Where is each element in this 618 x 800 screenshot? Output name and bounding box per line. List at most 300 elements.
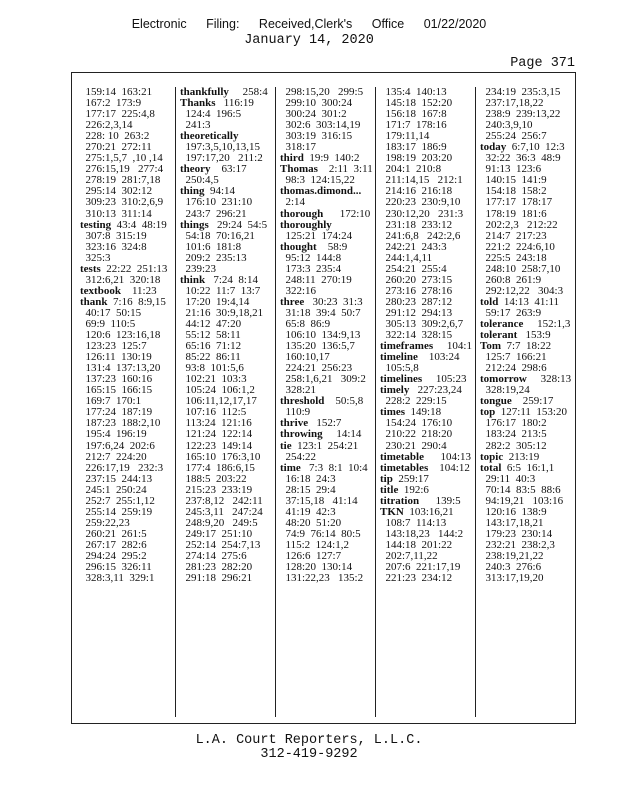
index-references: 242:21 243:3: [380, 241, 447, 253]
index-references: 211:14,15 212:1: [380, 175, 463, 187]
index-references: 43:4 48:19: [111, 219, 167, 231]
index-keyword: thing: [180, 186, 205, 198]
index-entry: [480, 308, 574, 319]
index-references: 259:22,23: [80, 517, 130, 529]
index-references: 221:23 234:12: [380, 573, 453, 585]
index-entry: [380, 264, 475, 275]
index-entry: [80, 474, 175, 485]
index-references: 98:3 124:15,22: [280, 175, 355, 187]
index-keyword: thankfully: [180, 87, 229, 98]
index-references: 74:9 76:14 80:5: [280, 528, 361, 540]
index-references: 328:3,11 329:1: [80, 573, 155, 585]
index-references: 239:23: [180, 263, 217, 275]
index-entry: [280, 220, 375, 231]
index-references: 2:11 3:11: [317, 164, 373, 176]
index-entry: [480, 242, 574, 253]
index-references: 154:18 158:2: [480, 186, 547, 198]
index-references: 177:4 186:6,15: [180, 462, 255, 474]
index-references: 165:15 166:15: [80, 385, 153, 397]
index-entry: [180, 330, 275, 341]
index-keyword: time: [280, 462, 301, 474]
index-entry: [380, 463, 475, 474]
index-keyword: threshold: [280, 396, 325, 408]
index-references: 44:12 47:20: [180, 318, 242, 330]
index-references: 105:5,8: [380, 363, 419, 375]
index-entry: [380, 407, 475, 418]
index-references: 110:9: [280, 407, 311, 419]
index-references: 7:3 8:1 10:4: [300, 462, 368, 474]
court-reporter-name: L.A. Court Reporters, L.L.C.: [195, 733, 423, 748]
index-references: 113:24 121:16: [180, 418, 252, 430]
index-entry: [280, 363, 375, 374]
index-keyword: top: [480, 407, 496, 419]
index-entry: [380, 87, 475, 98]
index-column-5: [478, 87, 574, 717]
index-entry: [180, 275, 275, 286]
index-entry: [280, 164, 375, 175]
index-entry: [280, 507, 375, 518]
index-references: 29:24 54:5: [208, 219, 268, 231]
index-references: 70:14 83:5 88:6: [480, 484, 561, 496]
index-references: 210:22 218:20: [380, 429, 453, 441]
index-entry: [480, 385, 574, 396]
index-entry: [80, 242, 175, 253]
index-references: 234:19 235:3,15: [480, 87, 561, 98]
index-entry: [180, 242, 275, 253]
index-entry: [280, 297, 375, 308]
index-entry: [180, 407, 275, 418]
index-references: 176:17 180:2: [480, 418, 547, 430]
index-entry: [80, 441, 175, 452]
index-entry: [80, 540, 175, 551]
index-references: 6:5 16:1,1: [501, 462, 555, 474]
index-entry: [480, 429, 574, 440]
filing-word-office: Office: [371, 17, 405, 31]
index-entry: [480, 452, 574, 463]
index-entry: [180, 429, 275, 440]
index-references: 32:22 36:3 48:9: [480, 153, 561, 165]
index-references: 19:9 140:2: [303, 153, 360, 165]
index-entry: [180, 209, 275, 220]
index-references: 63:17: [210, 164, 247, 176]
index-entry: [380, 197, 475, 208]
index-entry: [380, 164, 475, 175]
index-entry: [380, 330, 475, 341]
index-entry: [280, 429, 375, 440]
index-references: 215:23 233:19: [180, 484, 253, 496]
index-entry: [180, 485, 275, 496]
index-keyword: tests: [80, 263, 101, 275]
index-references: 105:24 106:1,2: [180, 385, 255, 397]
index-entry: [280, 175, 375, 186]
index-entry: [480, 407, 574, 418]
index-entry: [180, 109, 275, 120]
index-entry: [480, 231, 574, 242]
index-frame: [71, 72, 576, 724]
index-references: 322:14 328:15: [380, 330, 453, 342]
index-entry: [280, 474, 375, 485]
index-keyword: thorough: [280, 208, 324, 220]
index-entry: [380, 341, 475, 352]
index-references: 244:1,4,11: [380, 252, 433, 264]
index-entry: [280, 452, 375, 463]
index-references: 167:2 173:9: [80, 98, 142, 110]
index-entry: [480, 253, 574, 264]
index-references: 252:14 254:7,13: [180, 539, 261, 551]
index-entry: [380, 507, 475, 518]
index-references: 116:19: [215, 98, 254, 110]
index-references: 260:20 273:15: [380, 274, 453, 286]
index-references: 224:21 256:23: [280, 363, 353, 375]
index-entry: [180, 197, 275, 208]
index-references: 274:14 275:6: [180, 550, 247, 562]
index-references: 178:19 181:6: [480, 208, 547, 220]
index-entry: [380, 352, 475, 363]
index-references: 248:11 270:19: [280, 274, 352, 286]
index-entry: [180, 352, 275, 363]
index-entry: [380, 109, 475, 120]
index-entry: [180, 452, 275, 463]
index-references: 209:2 235:13: [180, 252, 247, 264]
index-references: 228:2 229:15: [380, 396, 447, 408]
index-entry: [80, 297, 175, 308]
index-references: 104:1: [433, 341, 472, 353]
index-references: 230:12,20 231:3: [380, 208, 464, 220]
index-entry: [480, 153, 574, 164]
index-references: 237:8,12 242:11: [180, 495, 263, 507]
index-references: 238:9 239:13,22: [480, 109, 561, 121]
index-keyword: told: [480, 296, 499, 308]
index-entry: [80, 308, 175, 319]
index-references: 120:6 123:16,18: [80, 330, 161, 342]
index-entry: [380, 562, 475, 573]
filing-word-filing: Filing:: [206, 17, 240, 31]
index-keyword: tip: [380, 473, 393, 485]
index-references: 58:9: [316, 241, 348, 253]
index-references: 240:3 276:6: [480, 562, 542, 574]
index-references: 14:14: [322, 429, 362, 441]
index-entry: [480, 330, 574, 341]
index-entry: [480, 562, 574, 573]
index-references: 135:20 136:5,7: [280, 341, 355, 353]
index-references: 255:24 256:7: [480, 131, 547, 143]
index-references: 125:7 166:21: [480, 352, 547, 364]
filing-stamp: [0, 17, 618, 31]
index-references: 106:11,12,17,17: [180, 396, 257, 408]
index-entry: [80, 452, 175, 463]
index-entry: [180, 374, 275, 385]
index-entry: [80, 98, 175, 109]
index-entry: [380, 209, 475, 220]
index-references: 232:21 238:2,3: [480, 539, 555, 551]
index-column-1: [78, 87, 176, 717]
index-references: 101:6 181:8: [180, 241, 242, 253]
index-entry: [80, 319, 175, 330]
index-references: 2:14: [280, 197, 306, 209]
index-references: 59:17 263:9: [480, 307, 542, 319]
index-entry: [480, 131, 574, 142]
index-entry: [80, 529, 175, 540]
index-entry: [280, 231, 375, 242]
index-references: 6:7,10 12:3: [506, 142, 565, 154]
index-references: 123:23 125:7: [80, 341, 147, 353]
index-references: 187:23 188:2,10: [80, 418, 161, 430]
index-references: 258:1,6,21 309:2: [280, 374, 366, 386]
index-entry: [380, 418, 475, 429]
index-references: 179:11,14: [380, 131, 430, 143]
index-references: 248:9,20 249:5: [180, 517, 258, 529]
index-column-4: [378, 87, 476, 717]
index-references: 135:4 140:13: [380, 87, 447, 98]
index-references: 156:18 167:8: [380, 109, 447, 121]
index-entry: [180, 231, 275, 242]
index-entry: [280, 374, 375, 385]
index-entry: [80, 286, 175, 297]
index-keyword: third: [280, 153, 304, 165]
index-references: 254:22: [280, 451, 317, 463]
index-entry: [80, 363, 175, 374]
index-keyword: timeframes: [380, 341, 434, 353]
index-references: 296:15 326:11: [80, 562, 152, 574]
index-references: 14:13 41:11: [498, 296, 560, 308]
index-keyword: timely: [380, 385, 410, 397]
index-references: 248:10 258:7,10: [480, 263, 561, 275]
index-entry: [80, 562, 175, 573]
index-references: 198:19 203:20: [380, 153, 453, 165]
index-entry: [280, 153, 375, 164]
index-references: 144:18 201:22: [380, 539, 453, 551]
index-references: 115:2 124:1,2: [280, 539, 349, 551]
index-references: 299:10 300:24: [280, 98, 353, 110]
index-entry: [80, 197, 175, 208]
index-entry: [280, 87, 375, 98]
filing-word-electronic: Electronic: [131, 17, 187, 31]
index-entry: [380, 474, 475, 485]
index-references: 94:19,21 103:16: [480, 495, 564, 507]
page-number: Page 371: [510, 56, 575, 71]
index-keyword: theory: [180, 164, 211, 176]
index-entry: [180, 507, 275, 518]
index-references: 328:19,24: [480, 385, 530, 397]
index-references: 282:2 305:12: [480, 440, 547, 452]
index-entry: [80, 341, 175, 352]
index-column-3: [278, 87, 376, 717]
index-references: 22:22 251:13: [100, 263, 168, 275]
index-entry: [180, 186, 275, 197]
index-references: 183:24 213:5: [480, 429, 547, 441]
index-entry: [80, 374, 175, 385]
index-entry: [480, 374, 574, 385]
index-entry: [380, 275, 475, 286]
index-entry: [280, 330, 375, 341]
index-references: 227:23,24: [409, 385, 462, 397]
index-entry: [180, 319, 275, 330]
index-keyword: think: [180, 274, 206, 286]
index-references: 128:20 130:14: [280, 562, 353, 574]
filing-word-received: Received,Clerk's: [258, 17, 353, 31]
index-keyword: throwing: [280, 429, 323, 441]
index-references: 270:21 272:11: [80, 142, 152, 154]
index-references: 120:16 138:9: [480, 506, 547, 518]
index-entry: [480, 363, 574, 374]
index-keyword: thomas.dimond...: [280, 186, 362, 198]
index-entry: [480, 109, 574, 120]
index-references: 243:7 296:21: [180, 208, 247, 220]
index-references: 221:2 224:6,10: [480, 241, 555, 253]
index-entry: [480, 186, 574, 197]
index-references: 322:16: [280, 285, 317, 297]
index-entry: [80, 507, 175, 518]
index-entry: [180, 253, 275, 264]
index-entry: [380, 441, 475, 452]
index-entry: [380, 518, 475, 529]
index-keyword: tongue: [480, 396, 512, 408]
index-entry: [380, 220, 475, 231]
index-entry: [180, 87, 275, 98]
index-references: 176:10 231:10: [180, 197, 253, 209]
index-entry: [280, 341, 375, 352]
index-references: 230:21 290:4: [380, 440, 447, 452]
index-entry: [380, 153, 475, 164]
index-references: 143:18,23 144:2: [380, 528, 464, 540]
index-references: 169:7 170:1: [80, 396, 142, 408]
index-entry: [80, 120, 175, 131]
court-reporter-phone: 312-419-9292: [260, 747, 358, 762]
index-entry: [80, 142, 175, 153]
index-entry: [380, 540, 475, 551]
index-entry: [180, 463, 275, 474]
index-entry: [80, 109, 175, 120]
index-entry: [380, 131, 475, 142]
index-entry: [480, 496, 574, 507]
index-references: 171:7 178:16: [380, 120, 447, 132]
index-references: 123:1 254:21: [291, 440, 359, 452]
index-entry: [380, 253, 475, 264]
index-keyword: thought: [280, 241, 317, 253]
index-references: 126:11 130:19: [80, 352, 152, 364]
index-entry: [280, 485, 375, 496]
index-entry: [480, 573, 574, 584]
index-references: 249:17 251:10: [180, 528, 253, 540]
index-keyword: testing: [80, 219, 112, 231]
index-references: 192:6: [398, 484, 429, 496]
index-entry: [280, 385, 375, 396]
index-entry: [280, 562, 375, 573]
index-entry: [80, 253, 175, 264]
index-entry: [180, 529, 275, 540]
index-keyword: topic: [480, 451, 504, 463]
index-entry: [380, 374, 475, 385]
index-references: 93:8 101:5,6: [180, 363, 244, 375]
index-entry: [480, 120, 574, 131]
index-references: 231:18 233:12: [380, 219, 453, 231]
index-references: 30:23 31:3: [304, 296, 363, 308]
index-references: 202:7,11,22: [380, 550, 438, 562]
index-references: 127:11 153:20: [495, 407, 567, 419]
index-references: 260:8 261:9: [480, 274, 542, 286]
index-entry: [80, 418, 175, 429]
index-references: 160:10,17: [280, 352, 330, 364]
index-references: 121:24 122:14: [180, 429, 253, 441]
index-references: 152:1,3: [523, 318, 571, 330]
index-references: 303:19 316:15: [280, 131, 353, 143]
index-entry: [280, 418, 375, 429]
index-references: 259:17: [511, 396, 554, 408]
index-references: 220:23 230:9,10: [380, 197, 461, 209]
index-references: 214:16 216:18: [380, 186, 453, 198]
index-entry: [80, 429, 175, 440]
index-entry: [180, 540, 275, 551]
index-references: 173:3 235:4: [280, 263, 342, 275]
index-entry: [280, 463, 375, 474]
index-references: 139:5: [419, 495, 461, 507]
index-references: 204:1 210:8: [380, 164, 442, 176]
index-entry: [80, 463, 175, 474]
index-references: 124:4 196:5: [180, 109, 242, 121]
index-entry: [280, 286, 375, 297]
index-references: 300:24 301:2: [280, 109, 347, 121]
index-entry: [280, 264, 375, 275]
index-entry: [180, 363, 275, 374]
index-entry: [380, 308, 475, 319]
index-entry: [80, 264, 175, 275]
index-entry: [480, 529, 574, 540]
index-entry: [180, 341, 275, 352]
index-entry: [180, 175, 275, 186]
index-keyword: timetables: [380, 462, 429, 474]
index-keyword: textbook: [80, 285, 121, 297]
index-entry: [480, 175, 574, 186]
index-entry: [180, 562, 275, 573]
index-entry: [480, 275, 574, 286]
index-references: 7:7 18:22: [501, 341, 552, 353]
index-entry: [480, 540, 574, 551]
index-references: 177:24 187:19: [80, 407, 153, 419]
index-entry: [180, 518, 275, 529]
index-entry: [80, 231, 175, 242]
index-entry: [480, 286, 574, 297]
index-entry: [380, 142, 475, 153]
index-keyword: three: [280, 296, 305, 308]
index-references: 309:23 310:2,6,9: [80, 197, 164, 209]
index-references: 195:4 196:19: [80, 429, 147, 441]
index-entry: [280, 518, 375, 529]
index-entry: [80, 352, 175, 363]
index-references: 305:13 309:2,6,7: [380, 318, 464, 330]
index-references: 207:6 221:17,19: [380, 562, 461, 574]
index-references: 102:21 103:3: [180, 374, 247, 386]
index-references: 179:23 230:14: [480, 528, 553, 540]
index-entry: [80, 164, 175, 175]
index-references: 153:9: [517, 330, 551, 342]
index-entry: [280, 98, 375, 109]
index-references: 318:17: [280, 142, 317, 154]
index-references: 183:17 186:9: [380, 142, 447, 154]
index-references: 145:18 152:20: [380, 98, 453, 110]
index-keyword: Tom: [480, 341, 501, 353]
index-references: 260:21 261:5: [80, 528, 147, 540]
index-references: 65:8 86:9: [280, 318, 331, 330]
index-references: 154:24 176:10: [380, 418, 453, 430]
index-entry: [280, 319, 375, 330]
index-entry: [80, 551, 175, 562]
index-references: 55:12 58:11: [180, 330, 241, 342]
index-references: 31:18 39:4 50:7: [280, 307, 361, 319]
index-references: 273:16 278:16: [380, 285, 453, 297]
index-references: 241:3: [180, 120, 211, 132]
index-entry: [480, 352, 574, 363]
index-entry: [280, 529, 375, 540]
